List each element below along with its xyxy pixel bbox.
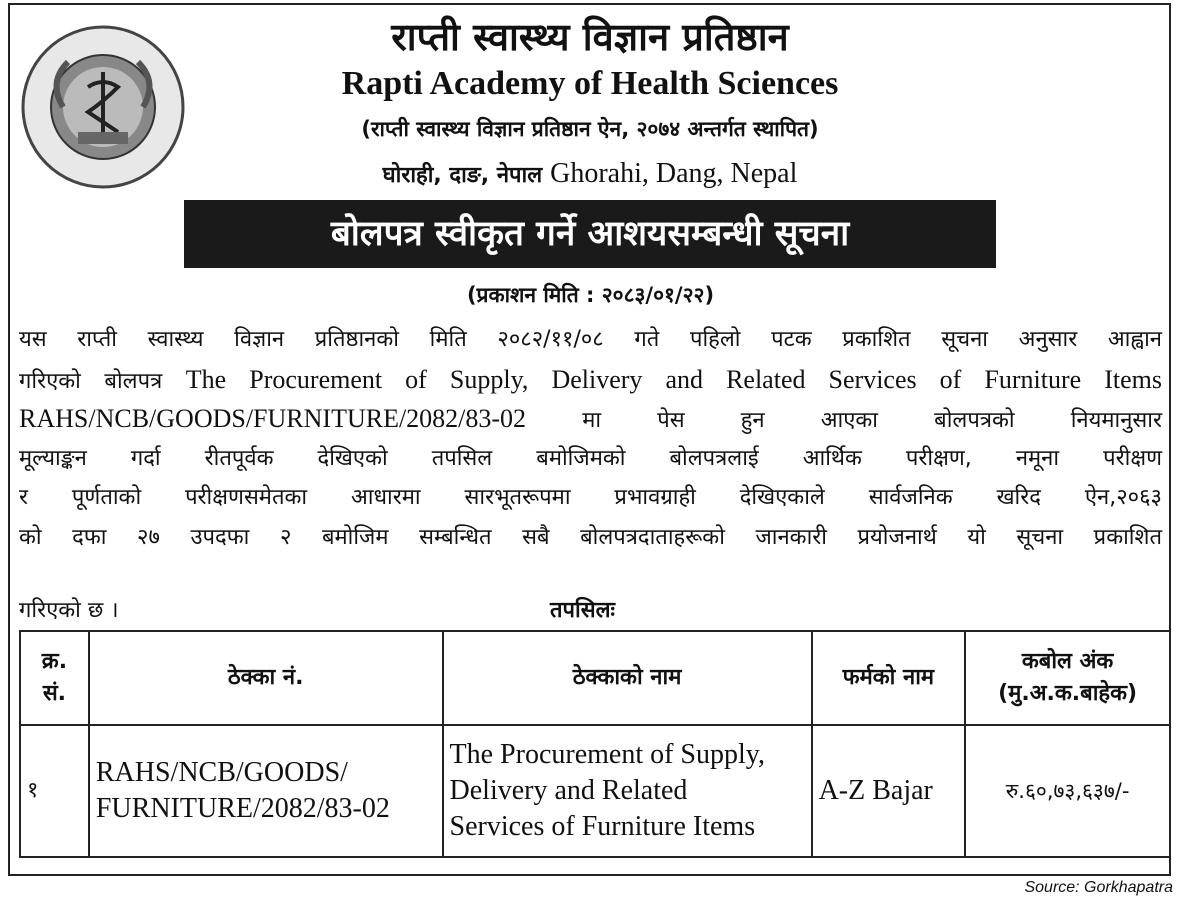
table-row (20, 725, 1170, 857)
body-line (19, 360, 1162, 400)
notice-title-banner: बोलपत्र स्वीकृत गर्ने आशयसम्बन्धी सूचना (184, 200, 996, 268)
establishment-act-line: (राप्ती स्वास्थ्य विज्ञान प्रतिष्ठान ऐन, २०७४ अन्तर्गत स्थापित) (361, 117, 819, 141)
notice-body (19, 320, 1162, 557)
header-serial-number (20, 631, 89, 725)
award-table (19, 630, 1171, 858)
header-serial-line2: सं. (42, 681, 67, 706)
header-contract-name: ठेक्काको नाम (443, 631, 812, 725)
body-fragment: मा पेस हुन आएका बोलपत्रको नियमानुसार (582, 408, 1162, 433)
header-bid-amount-line1: कबोल अंक (1021, 649, 1114, 674)
header-bid-amount-line2: (मु.अ.क.बाहेक) (998, 681, 1138, 706)
procurement-title: The Procurement of Supply, Delivery and Related Services of Furniture Items (185, 364, 1162, 394)
contract-name-line2: Delivery and Related (449, 775, 688, 806)
cell-serial-number: १ (20, 725, 89, 857)
header-firm-name: फर्मको नाम (812, 631, 966, 725)
institution-name-nepali: राप्ती स्वास्थ्य विज्ञान प्रतिष्ठान (391, 15, 789, 59)
cell-contract-number (89, 725, 443, 857)
contract-name-line3: Services of Furniture Items (449, 811, 756, 842)
address-english: Ghorahi, Dang, Nepal (550, 158, 798, 189)
body-line: र पूर्णताको परीक्षणसमेतका आधारमा सारभूतरूपमा प्रभावग्राही देखिएकाले सार्वजनिक खरिद ऐन,२०६३ (19, 485, 1162, 510)
header-bid-amount (965, 631, 1170, 725)
institution-name-english: Rapti Academy of Health Sciences (341, 65, 839, 102)
cell-firm-name: A-Z Bajar (812, 725, 966, 857)
address-nepali: घोराही, दाङ, नेपाल (382, 163, 543, 188)
body-line: यस राप्ती स्वास्थ्य विज्ञान प्रतिष्ठानको मिति २०८२/११/०८ गते पहिलो पटक प्रकाशित सूचना अनुसार आह्वान (19, 327, 1162, 352)
body-line: मूल्याङ्कन गर्दा रीतपूर्वक देखिएको तपसिल बमोजिमको बोलपत्रलाई आर्थिक परीक्षण, नमूना परीक्षण (19, 445, 1162, 471)
body-line (19, 399, 1162, 439)
cell-contract-name (443, 725, 812, 857)
publication-date: (प्रकाशन मिति : २०८३/०१/२२) (466, 283, 715, 307)
address-line (210, 156, 970, 194)
procurement-reference: RAHS/NCB/GOODS/FURNITURE/2082/83-02 (19, 404, 527, 433)
table-header-row (20, 631, 1170, 725)
details-label: तपसिलः (550, 598, 615, 623)
body-line: को दफा २७ उपदफा २ बमोजिम सम्बन्धित सबै बोलपत्रदाताहरूको जानकारी प्रयोजनार्थ यो सूचना प्रकाशित (19, 524, 1162, 550)
body-last-line: गरिएको छ । (19, 598, 119, 623)
contract-number-line2: FURNITURE/2082/83-02 (95, 793, 390, 824)
contract-name-line1: The Procurement of Supply, (449, 739, 765, 770)
contract-number-line1: RAHS/NCB/GOODS/ (95, 757, 348, 788)
header-serial-line1: क्र. (41, 649, 68, 674)
academy-logo (18, 22, 188, 192)
header-contract-number: ठेक्का नं. (89, 631, 443, 725)
source-credit: Source: Gorkhapatra (1024, 879, 1173, 896)
cell-bid-amount: रु.६०,७३,६३७/- (965, 725, 1170, 857)
body-fragment: गरिएको बोलपत्र (19, 368, 163, 394)
